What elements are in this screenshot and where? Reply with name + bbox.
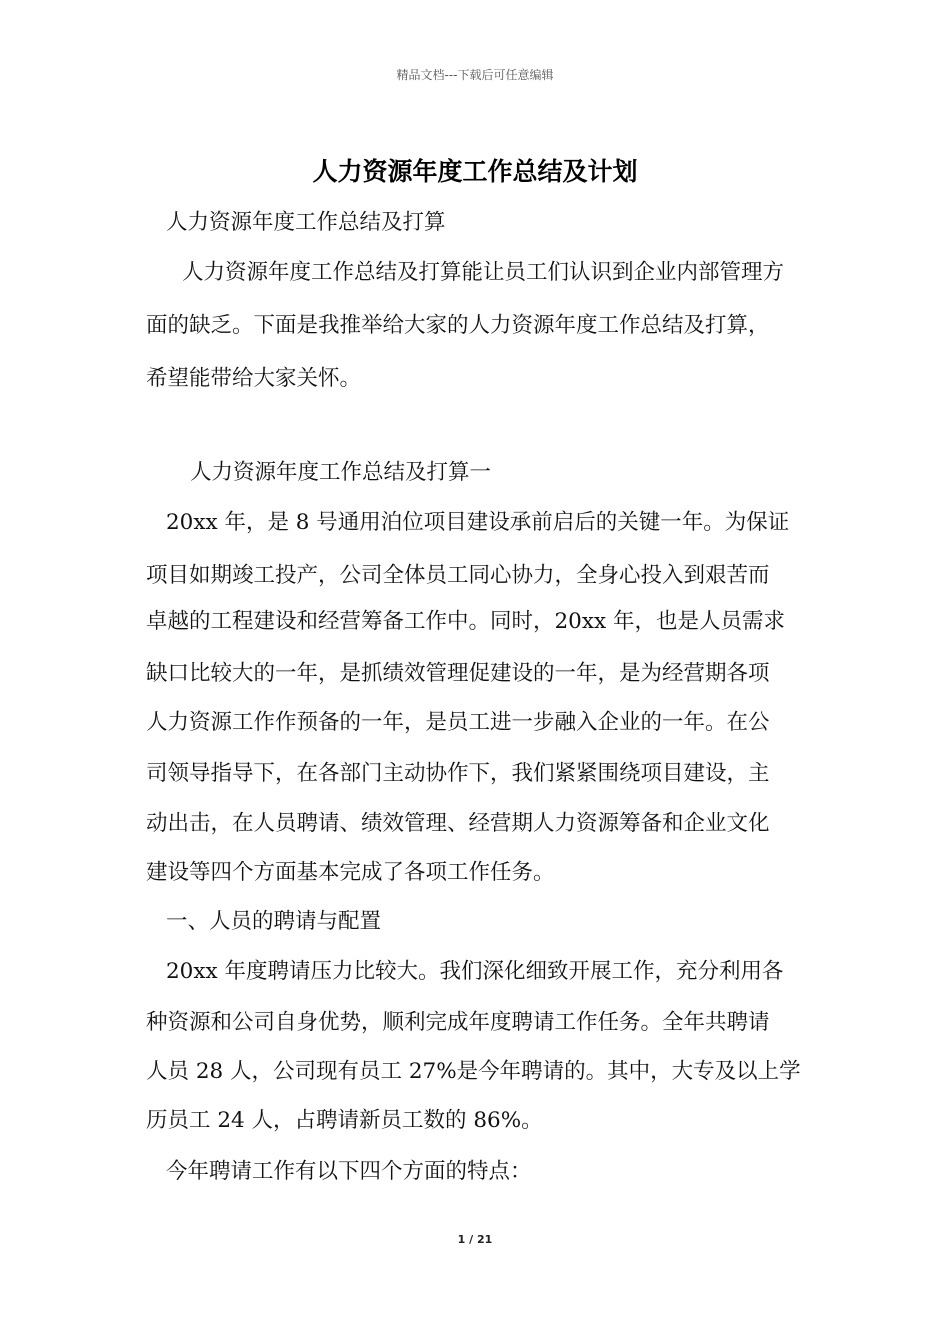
paragraph-line: 缺口比较大的一年，是抓绩效管理促建设的一年，是为经营期各项 xyxy=(146,661,770,686)
intro-line-3: 希望能带给大家关怀。 xyxy=(146,366,362,391)
paragraph-line: 人力资源工作作预备的一年，是员工进一步融入企业的一年。在公 xyxy=(146,710,770,735)
paragraph-line: 人员 28 人，公司现有员工 27%是今年聘请的。其中，大专及以上学 xyxy=(146,1059,801,1084)
document-title: 人力资源年度工作总结及计划 xyxy=(312,157,638,186)
page-header: 精品文档---下载后可任意编辑 xyxy=(396,68,554,82)
paragraph-line: 20xx 年度聘请压力比较大。我们深化细致开展工作，充分利用各 xyxy=(166,959,784,984)
section-heading: 人力资源年度工作总结及打算一 xyxy=(190,460,492,485)
intro-line-2: 面的缺乏。下面是我推举给大家的人力资源年度工作总结及打算， xyxy=(146,313,770,338)
intro-line-1: 人力资源年度工作总结及打算能让员工们认识到企业内部管理方 xyxy=(182,260,785,285)
paragraph-line: 动出击，在人员聘请、绩效管理、经营期人力资源筹备和企业文化 xyxy=(146,811,770,836)
paragraph-line: 项目如期竣工投产，公司全体员工同心协力，全身心投入到艰苦而 xyxy=(146,563,770,588)
paragraph-line: 今年聘请工作有以下四个方面的特点： xyxy=(166,1159,532,1184)
paragraph-line: 建设等四个方面基本完成了各项工作任务。 xyxy=(146,860,555,885)
paragraph-line: 种资源和公司自身优势，顺利完成年度聘请工作任务。全年共聘请 xyxy=(146,1010,770,1035)
paragraph-line: 司领导指导下，在各部门主动协作下，我们紧紧围绕项目建设，主 xyxy=(146,761,770,786)
paragraph-line: 20xx 年，是 8 号通用泊位项目建设承前启后的关键一年。为保证 xyxy=(166,510,790,535)
paragraph-line: 卓越的工程建设和经营筹备工作中。同时，20xx 年，也是人员需求 xyxy=(146,609,785,634)
paragraph-line: 历员工 24 人，占聘请新员工数的 86%。 xyxy=(146,1108,543,1133)
page-number: 1 / 21 xyxy=(457,1233,493,1246)
subtitle-line: 人力资源年度工作总结及打算 xyxy=(166,210,446,235)
subsection-heading: 一、人员的聘请与配置 xyxy=(166,909,382,934)
